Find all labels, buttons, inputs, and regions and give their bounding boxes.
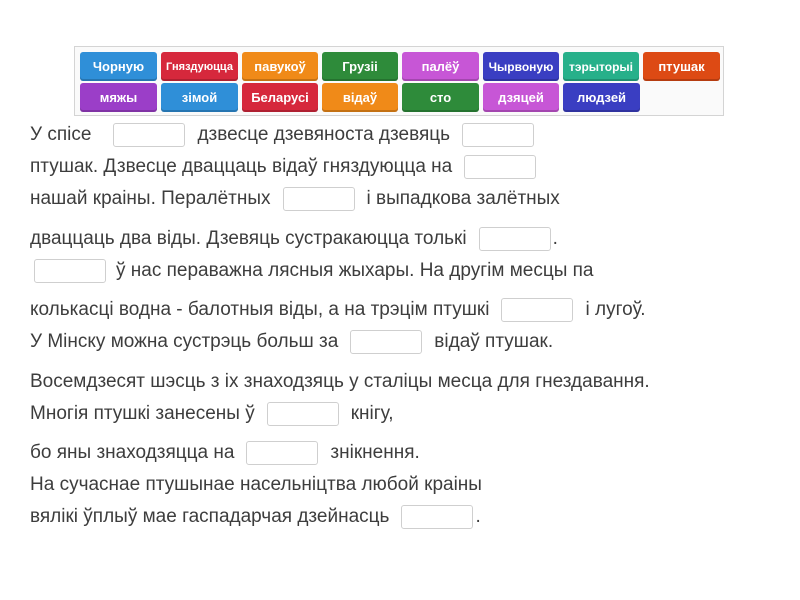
drop-blank[interactable] <box>464 155 536 179</box>
word-chip[interactable]: Грузіі <box>322 52 398 81</box>
drop-blank[interactable] <box>501 298 573 322</box>
word-chip[interactable]: павукоў <box>242 52 318 81</box>
drop-blank[interactable] <box>246 441 318 465</box>
text-line <box>30 152 548 182</box>
text-line <box>30 120 546 150</box>
sentence-text: бо яны знаходзяцца на <box>30 442 235 463</box>
sentence-text: На сучаснае птушынае насельніцтва любой краіны <box>30 474 482 495</box>
sentence-text: . <box>475 506 481 527</box>
text-line <box>30 438 420 468</box>
word-chip[interactable]: Чорную <box>80 52 157 81</box>
sentence-text: колькасці водна - балотныя віды, а на трэцім птушкі <box>30 299 490 320</box>
sentence-text: дзвесце дзевяноста дзевяць <box>197 124 451 145</box>
sentence-text: . <box>552 228 558 249</box>
word-chip[interactable]: дзяцей <box>483 83 559 112</box>
word-chip[interactable]: мяжы <box>80 83 157 112</box>
word-chip[interactable]: зімой <box>161 83 238 112</box>
sentence-text: і выпадкова залётных <box>366 188 560 209</box>
text-line <box>30 470 482 500</box>
drop-blank[interactable] <box>267 402 339 426</box>
word-chip[interactable]: людзей <box>563 83 640 112</box>
sentence-text: кнігу, <box>350 403 394 424</box>
sentence-text: знікнення. <box>330 442 420 463</box>
drop-blank[interactable] <box>34 259 106 283</box>
word-chip[interactable]: тэрыторыі <box>563 52 639 81</box>
sentence-text: дваццаць два віды. Дзевяць сустракаюцца толькі <box>30 228 467 249</box>
sentence-text: У Мінску можна сустрэць больш за <box>30 331 339 352</box>
text-line <box>30 327 553 357</box>
sentence-text: відаў птушак. <box>434 331 554 352</box>
word-chip[interactable]: птушак <box>643 52 720 81</box>
drop-blank[interactable] <box>479 227 551 251</box>
text-line <box>30 295 646 325</box>
sentence-text: птушак. Дзвесце дваццаць відаў гняздуюцца на <box>30 156 453 177</box>
sentence-text: вялікі ўплыў мае гаспадарчая дзейнасць <box>30 506 390 527</box>
drop-blank[interactable] <box>401 505 473 529</box>
word-chip[interactable]: Чырвоную <box>483 52 559 81</box>
sentence-text: У спісе <box>30 124 92 145</box>
sentence-text: Восемдзесят шэсць з іх знаходзяць у сталіцы месца для гнездавання. <box>30 371 650 392</box>
word-chip[interactable]: відаў <box>322 83 398 112</box>
text-line <box>30 399 394 429</box>
drop-blank[interactable] <box>350 330 422 354</box>
word-chip[interactable]: Беларусі <box>242 83 318 112</box>
text-line <box>34 256 594 286</box>
text-line <box>30 224 558 254</box>
word-chip[interactable]: Гняздуюцца <box>161 52 238 81</box>
sentence-text: ў нас пераважна лясныя жыхары. На другім месцы па <box>116 260 594 281</box>
drop-blank[interactable] <box>283 187 355 211</box>
word-chip[interactable]: сто <box>402 83 479 112</box>
drop-blank[interactable] <box>462 123 534 147</box>
sentence-text: і лугоў. <box>585 299 646 320</box>
sentence-text: Многія птушкі занесены ў <box>30 403 255 424</box>
sentence-text: нашай краіны. Пералётных <box>30 188 271 209</box>
word-chip[interactable]: палёў <box>402 52 479 81</box>
word-bank <box>74 46 724 116</box>
drop-blank[interactable] <box>113 123 185 147</box>
text-line <box>30 367 650 397</box>
text-line <box>30 184 560 214</box>
text-line <box>30 502 481 532</box>
